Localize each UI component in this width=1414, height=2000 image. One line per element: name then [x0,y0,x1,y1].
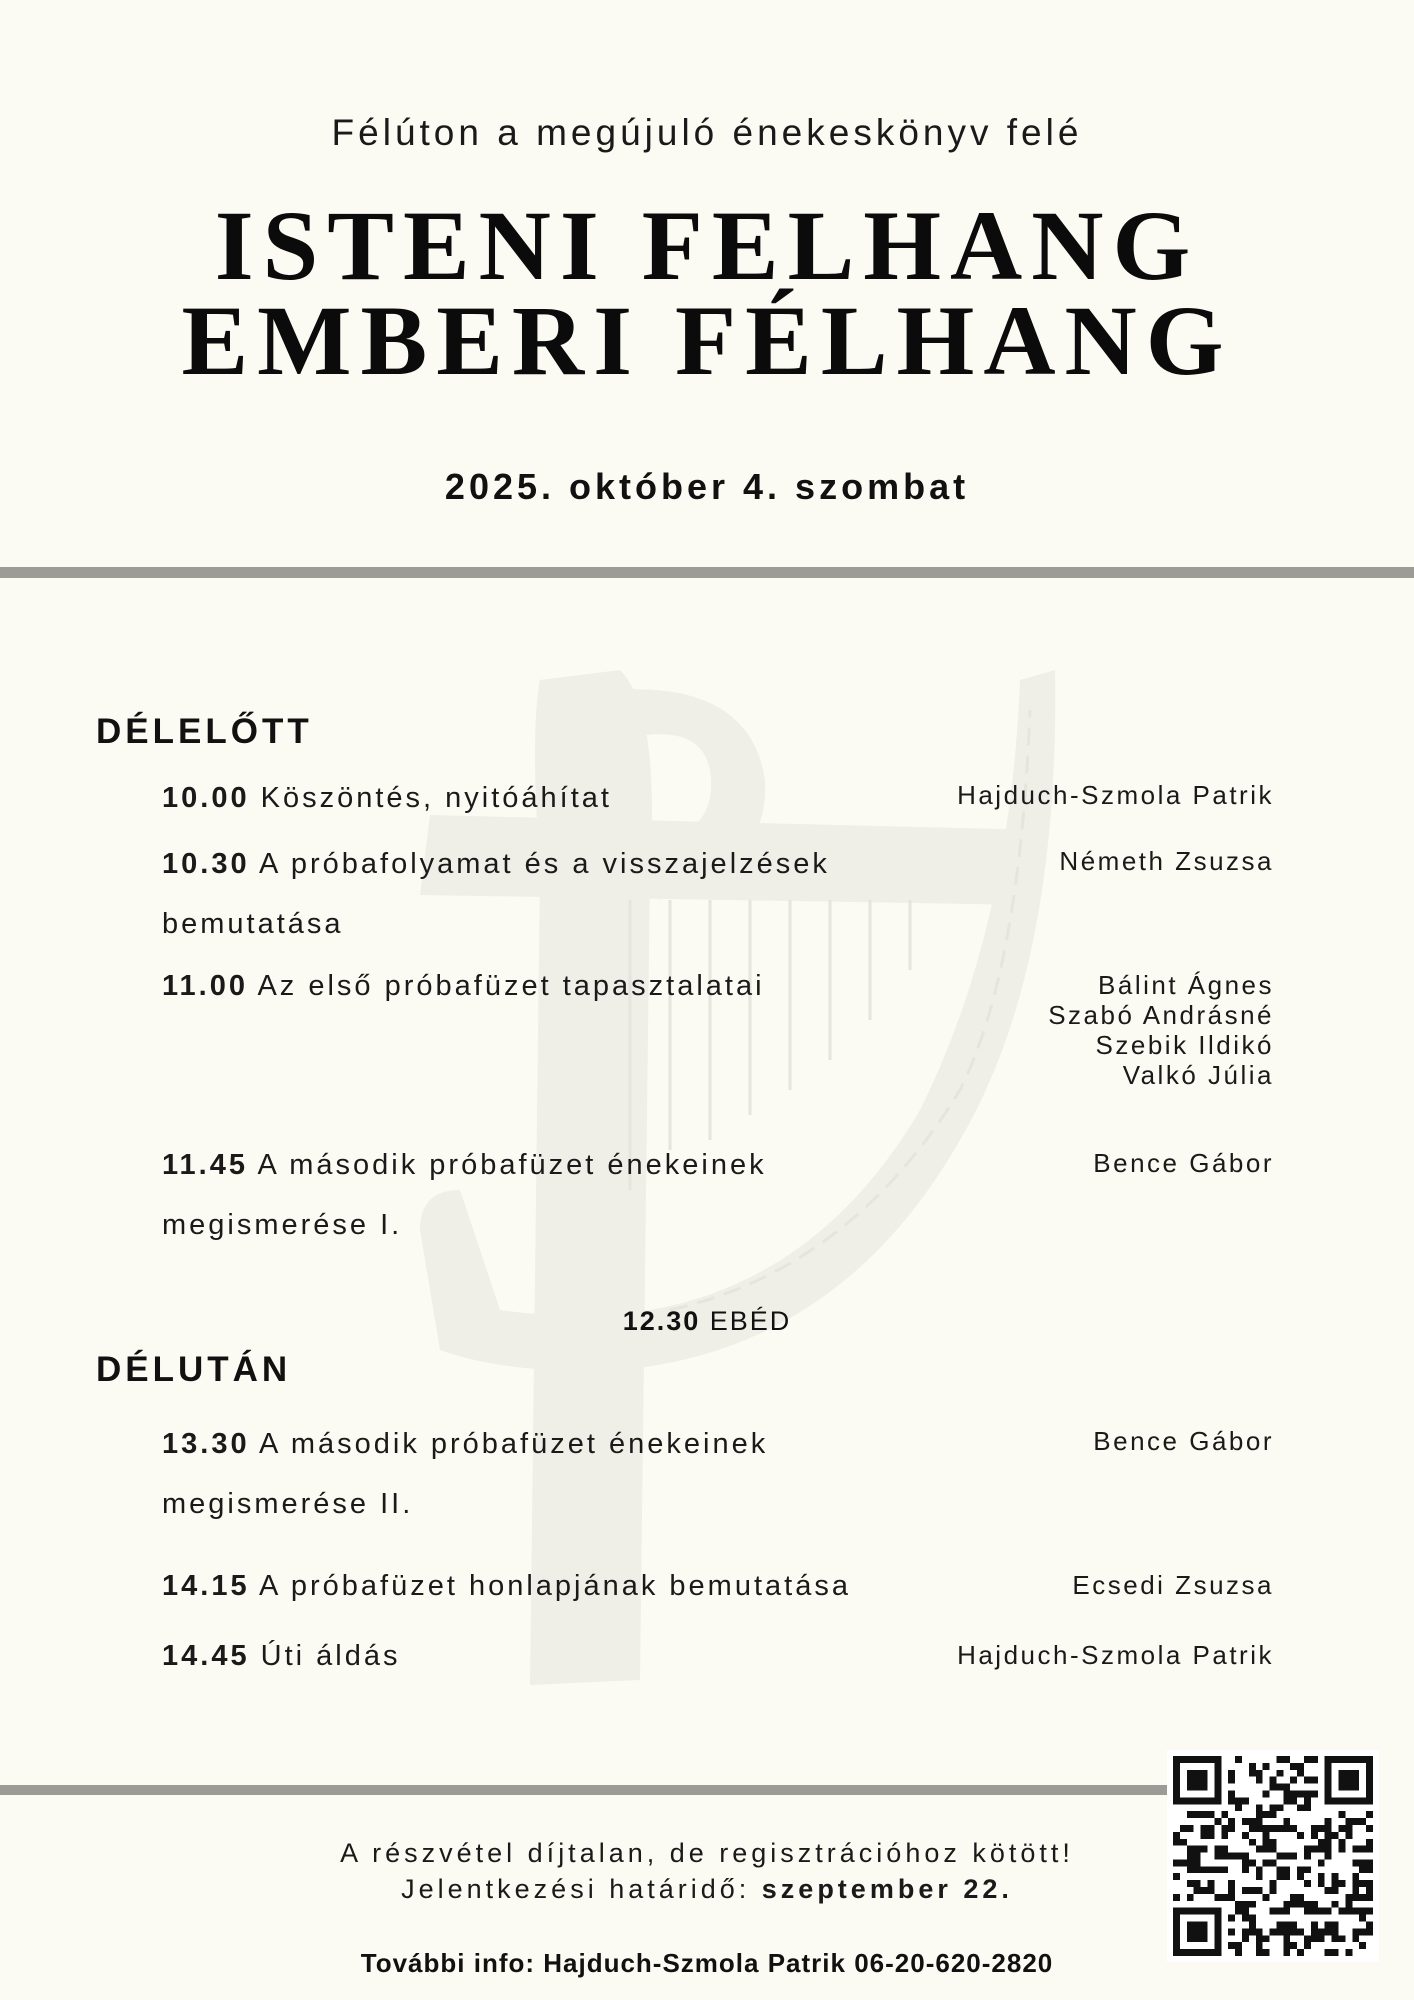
lunch-label: EBÉD [709,1306,792,1336]
schedule-item [162,1626,922,1686]
speaker-name: Ecsedi Zsuzsa [1072,1570,1274,1600]
item-title: Köszöntés, nyitóáhítat [260,782,612,814]
deadline-label: Jelentkezési határidő: [401,1874,751,1904]
lunch-time: 12.30 [622,1306,701,1336]
speaker-name: Bálint Ágnes [1098,970,1274,1000]
qr-code[interactable] [1167,1750,1379,1962]
speaker-list [854,1148,1274,1178]
item-title-cont: megismerése II. [162,1488,414,1520]
schedule-item [162,768,922,828]
schedule-item [162,1556,922,1616]
afternoon-heading: DÉLUTÁN [96,1350,292,1389]
item-title-cont: bemutatása [162,908,344,940]
speaker-name: Szabó Andrásné [1048,1000,1274,1030]
item-title: Úti áldás [260,1640,401,1672]
qr-code-icon [1173,1756,1373,1956]
subtitle: Félúton a megújuló énekeskönyv felé [331,112,1083,153]
speaker-name: Hajduch-Szmola Patrik [957,780,1274,810]
item-time: 11.45 [162,1149,248,1181]
item-title-cont: megismerése I. [162,1209,403,1241]
schedule-item [162,1414,922,1534]
lunch-break [0,1306,1414,1337]
speaker-name: Szebik Ildikó [1095,1030,1274,1060]
schedule-item [162,1135,922,1255]
speaker-name: Németh Zsuzsa [1059,846,1274,876]
speaker-name: Bence Gábor [1093,1426,1274,1456]
speaker-list [854,1640,1274,1670]
speaker-name: Valkó Júlia [1122,1060,1274,1090]
speaker-list [854,1570,1274,1600]
item-title: Az első próbafüzet tapasztalatai [257,970,765,1002]
contact-info: További info: Hajduch-Szmola Patrik 06-20-620-2820 [360,1948,1054,1978]
speaker-name: Hajduch-Szmola Patrik [957,1640,1274,1670]
schedule-item [162,834,922,954]
item-time: 13.30 [162,1428,250,1460]
speaker-name: Bence Gábor [1093,1148,1274,1178]
item-title: A második próbafüzet énekeinek [259,1428,769,1460]
top-divider [0,567,1414,578]
schedule-item [162,956,922,1016]
morning-heading: DÉLELŐTT [96,712,313,751]
item-title: A próbafolyamat és a visszajelzések [259,848,830,880]
item-time: 10.30 [162,848,250,880]
item-time: 14.45 [162,1640,250,1672]
title-line-1: ISTENI FELHANG [214,190,1200,301]
item-time: 11.00 [162,970,248,1002]
event-date: 2025. október 4. szombat [444,466,970,507]
speaker-list [854,846,1274,876]
speaker-list [854,780,1274,810]
speaker-list [854,1426,1274,1456]
title-line-2: EMBERI FÉLHANG [181,285,1233,396]
item-time: 14.15 [162,1570,250,1602]
participation-note: A részvétel díjtalan, de regisztrációhoz kötött! [340,1838,1074,1868]
deadline-value: szeptember 22. [761,1874,1013,1904]
bottom-divider [0,1785,1170,1795]
item-title: A próbafüzet honlapjának bemutatása [259,1570,851,1602]
speaker-list [854,970,1274,1090]
item-time: 10.00 [162,782,250,814]
item-title: A második próbafüzet énekeinek [257,1149,767,1181]
